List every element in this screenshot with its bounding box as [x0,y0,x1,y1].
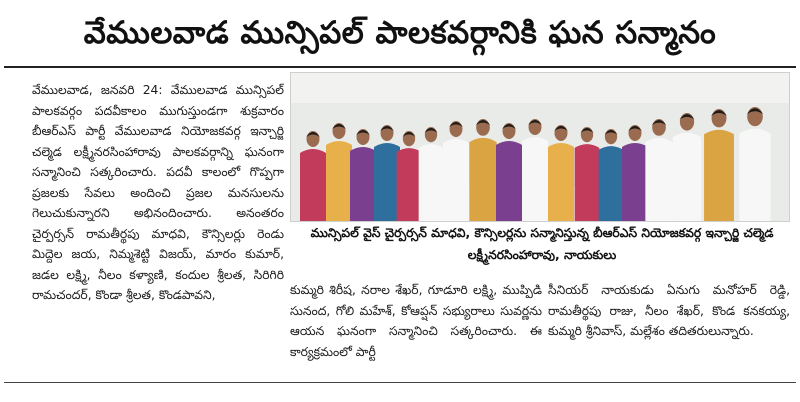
bottom-rule [4,382,796,383]
article-column-mid: కుమ్మరి శిరీష, నరాల శేఖర్, గూడూరి లక్ష్మి, ముప్పిడి సునంద, గోలి మహేశ్, కోఆప్షన్ సభ్యురాలు సువర్ణను ఆయన ఘనంగా సన్మానించి సత్కరించారు. ఈ కార్యక్రమంలో పార్టీ [290,283,542,359]
news-photo [290,72,790,222]
headline: వేములవాడ మున్సిపల్ పాలకవర్గానికి ఘన సన్మానం [83,15,717,51]
article-column-right: సీనియర్ నాయకుడు ఏనుగు మనోహర్ రెడ్డి, రామతీర్థపు రాజు, నీలం శేఖర్, కొండ కనకయ్య, కుమ్మరి శ్రీనివాస్, మల్లేశం తదితరులున్నారు. [548,283,790,338]
group-photo-illustration [291,73,790,222]
photo-ceiling [291,73,790,103]
article-column-left: వేములవాడ, జనవరి 24: వేములవాడ మున్సిపల్ పాలకవర్గం పదవీకాలం ముగుస్తుండగా శుక్రవారం బీఆర్ఎస్ పార్టీ వేములవాడ నియోజకవర్గ ఇన్చార్జి చల్మెడ లక్ష్మీనరసింహారావు పాలకవర్గాన్ని ఘనంగా సన్మానించి సత్కరించారు. పదవీ కాలంలో గొప్పగా ప్రజలకు సేవలు అందించి ప్రజల మనసులను గెలుచుకున్నారని అభినందించారు. అనంతరం చైర్పర్సన్ రామతీర్థపు మాధవి, కౌన్సిలర్లు రెండు మిద్దెల జయ, నిమ్మశెట్టి విజయ్, మారం కుమార్, జడల లక్ష్మి, నీలం కళ్యాణి, కందుల శ్రీలత, సిరిగిరి రామచందర్, కొండా శ్రీలత, కొండపావని, [32,83,284,302]
headline-rule [4,66,796,68]
photo-caption: మున్సిపల్ వైస్ చైర్పర్సన్ మాధవి, కౌన్సిలర్లను సన్మానిస్తున్న బీఆర్ఎస్ నియోజకవర్గ ఇన్చార్జి చల్మెడ లక్ష్మీనరసింహారావు, నాయకులు [310,226,774,262]
